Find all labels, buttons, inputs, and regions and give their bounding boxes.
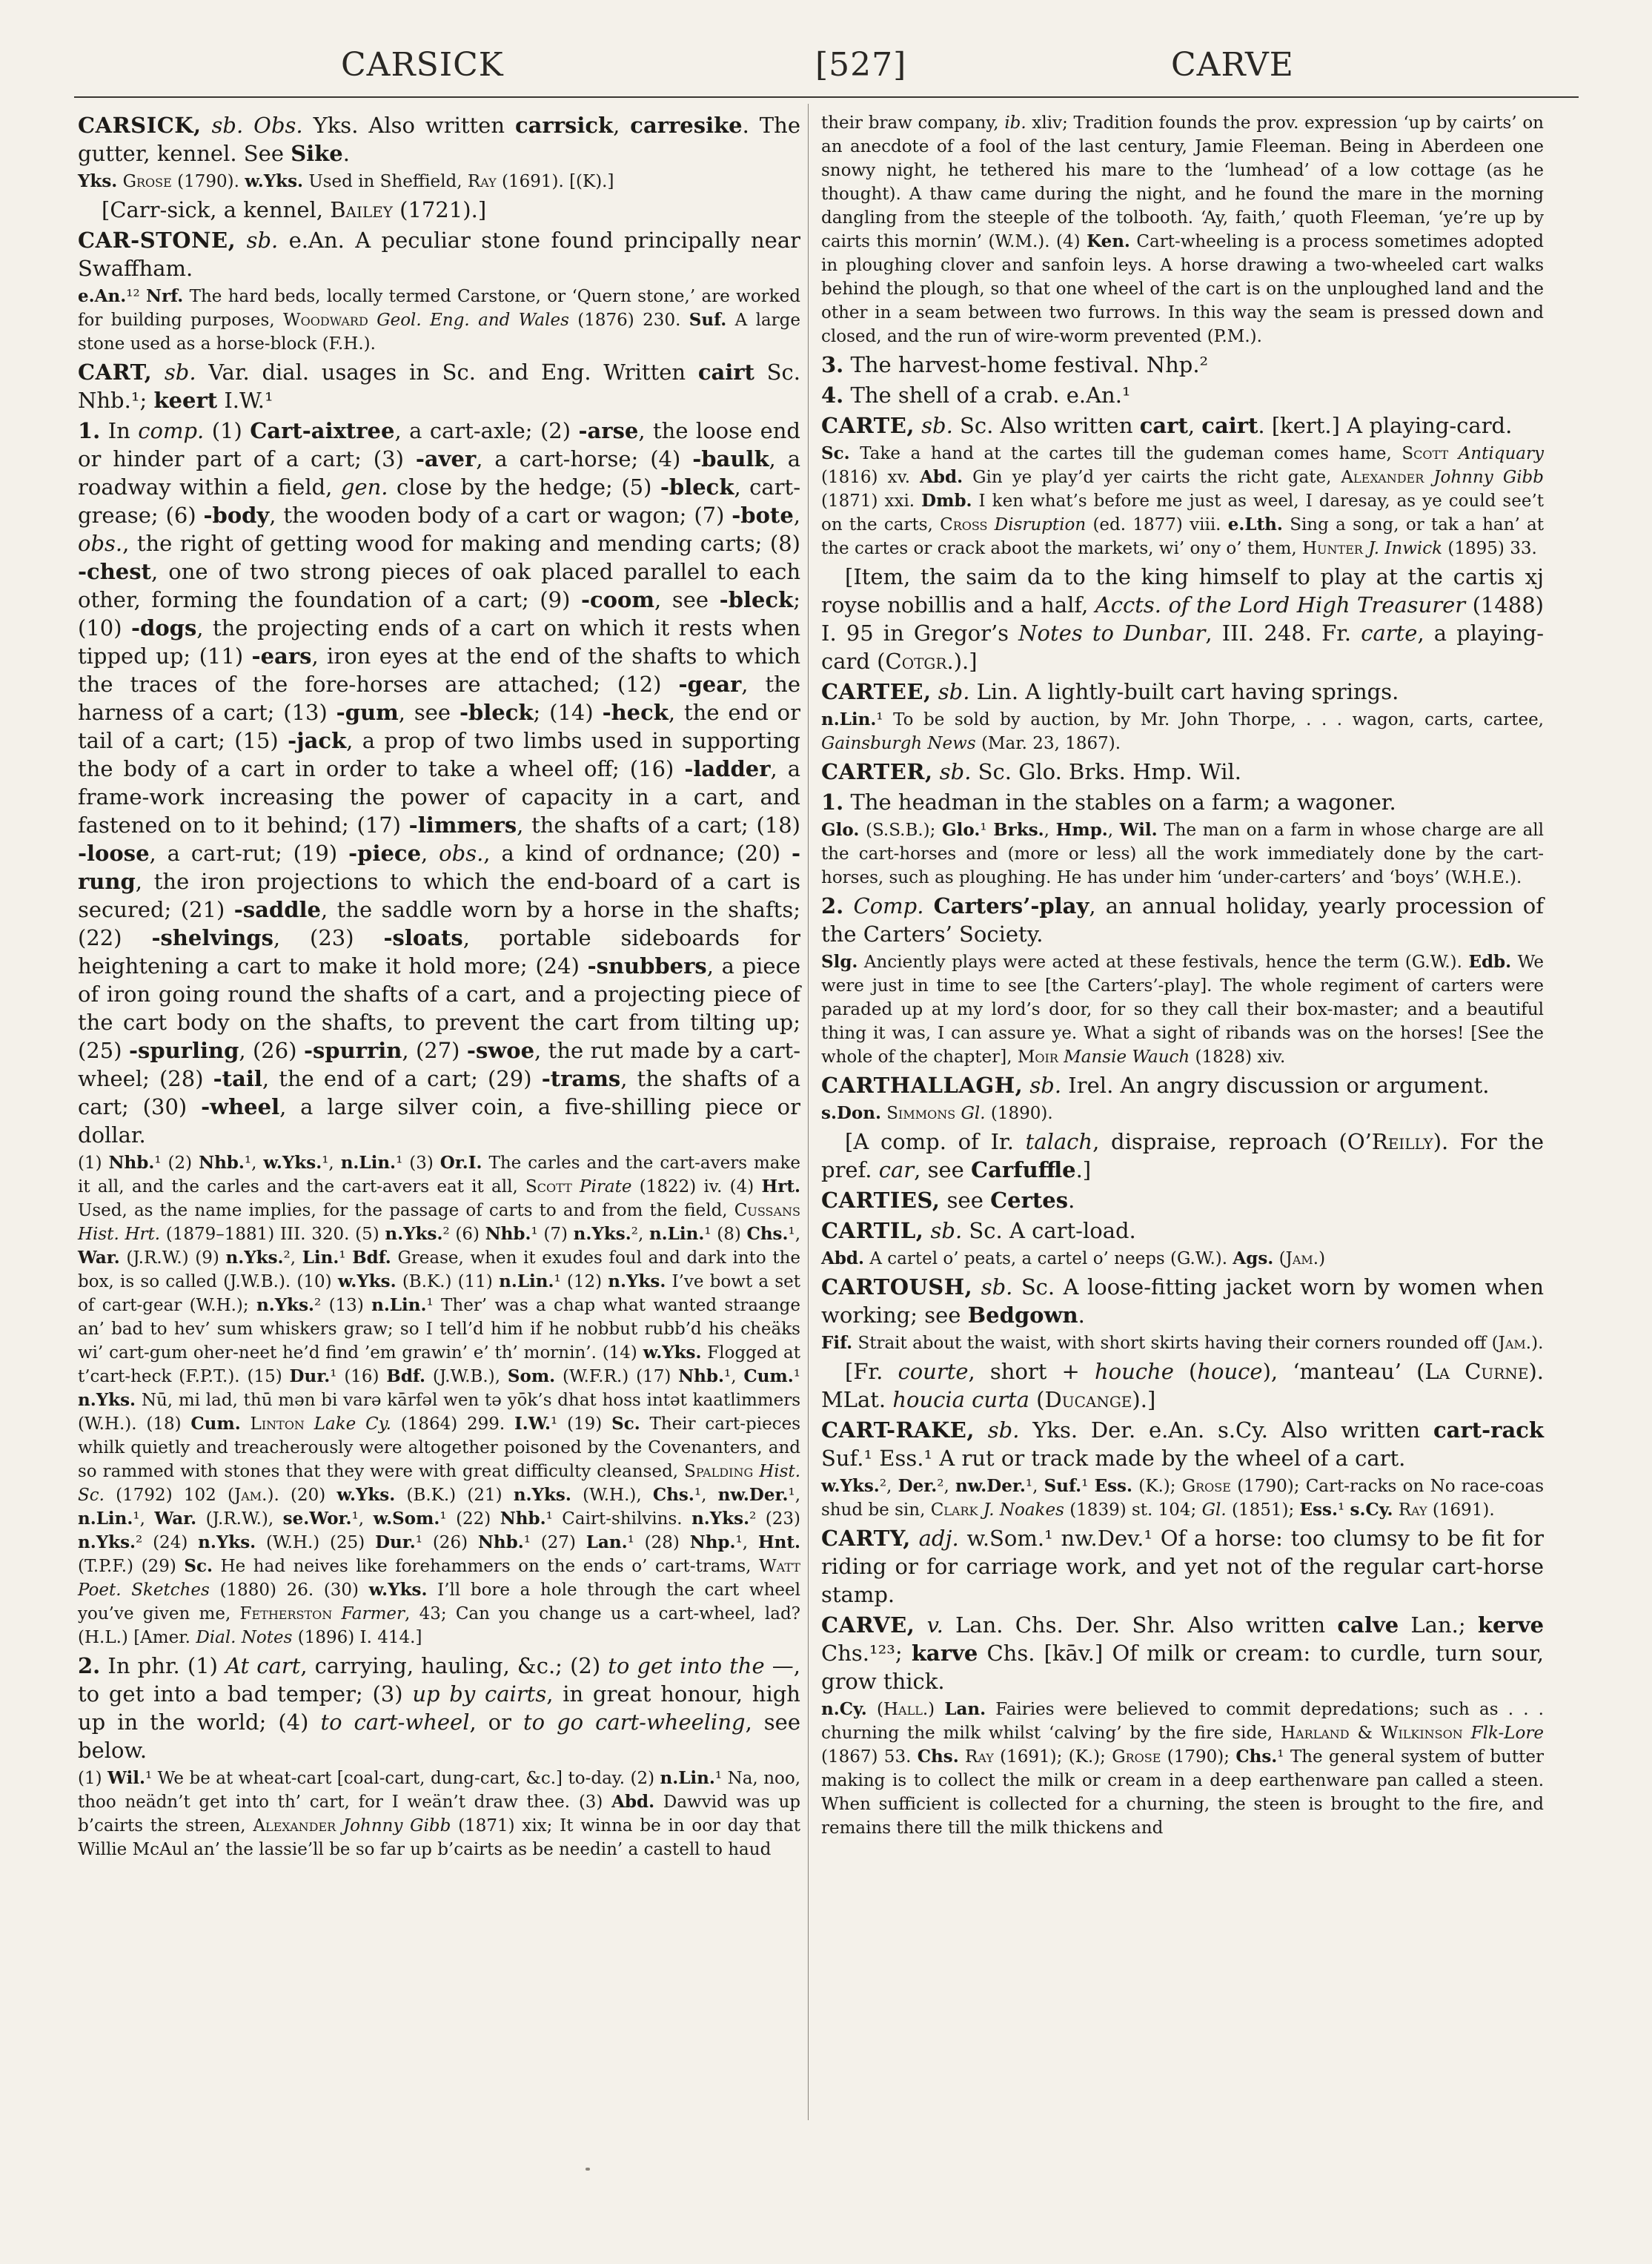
citation: Abd. A cartel o’ peats, a cartel o’ neeps (G.W.). Ags. (Jam.) bbox=[821, 1248, 1326, 1268]
citation: their braw company, ib. xliv; Tradition founds the prov. expression ‘up by cairts’ on an anecdote of a fool of the last century, Jamie Fleeman. Being in Aberdeen one snowy night, he tethered his mare to the ‘lumhead’ of a low cottage (as he thought). A thaw came during the night, and he found the mare in the morning dangling from the steeple of the tolbooth. ‘Ay, faith,’ quoth Fleeman, ‘ye’re up by cairts this mornin’ (W.M.). (4) Ken. Cart-wheeling is a process sometimes adopted in ploughing clover and sanfoin leys. A horse drawing a two-wheeled cart walks behind the plough, so that one wheel of the cart is on the unploughed land and the other in a seam between two furrows. In this way the seam is pressed down and closed, and the run of wire-worm prevented (P.M.). bbox=[821, 113, 1544, 346]
running-header bbox=[74, 46, 1579, 90]
citation: n.Lin.¹ To be sold by auction, by Mr. John Thorpe, . . . wagon, carts, cartee, Gainsburgh News (Mar. 23, 1867). bbox=[821, 709, 1544, 753]
sense-2: 2. Comp. Carters’-play, an annual holiday, yearly procession of the Carters’ Society. bbox=[821, 893, 1545, 947]
citation: Fif. Strait about the waist, with short skirts having their corners rounded off (Jam.). bbox=[821, 1333, 1544, 1353]
etymology: [Carr-sick, a kennel, Bailey (1721).] bbox=[102, 197, 487, 222]
page-number: [527] bbox=[815, 46, 907, 84]
etymology: [Fr. courte, short + houche (houce), ‘manteau’ (La Curne). MLat. houcia curta (Ducange).] bbox=[821, 1359, 1544, 1412]
entry-carsick: CARSICK, sb. Obs. Yks. Also written carrsick, carresike. The gutter, kennel. See Sike. bbox=[78, 113, 800, 166]
citation: (1) Wil.¹ We be at wheat-cart [coal-cart, dung-cart, &c.] to-day. (2) n.Lin.¹ Na, noo, thoo neädn’t get into th’ cart, for I weän’t draw thee. (3) Abd. Dawvid was up b’cairts the streen, Alexander Johnny Gibb (1871) xix; It winna be in oor day that Willie McAul an’ the lassie’ll be so far up b’cairts as be needin’ a castell to haud bbox=[78, 1768, 801, 1859]
header-rule bbox=[74, 96, 1579, 98]
sense-1: 1. The headman in the stables on a farm; a wagoner. bbox=[821, 790, 1396, 815]
citation: s.Don. Simmons Gl. (1890). bbox=[821, 1103, 1053, 1123]
sense-3: 3. The harvest-home festival. Nhp.² bbox=[821, 352, 1209, 377]
citation: (1) Nhb.¹ (2) Nhb.¹, w.Yks.¹, n.Lin.¹ (3) Or.I. The carles and the cart-avers make it all, and the carles and the cart-avers eat it all, Scott Pirate (1822) iv. (4) Hrt. Used, as the name implies, for the passage of carts to and from the field, Cussans Hist. Hrt. (1879–1881) III. 320. (5) n.Yks.² (6) Nhb.¹ (7) n.Yks.², n.Lin.¹ (8) Chs.¹, War. (J.R.W.) (9) n.Yks.², Lin.¹ Bdf. Grease, when it exudes foul and dark into the box, is so called (J.W.B.). (10) w.Yks. (B.K.) (11) n.Lin.¹ (12) n.Yks. I’ve bowt a set of cart-gear (W.H.); n.Yks.² (13) n.Lin.¹ Ther’ was a chap what wanted straange an’ bad to hev’ sum whiskers graw; so I tell’d him if he nobbut rubb’d his cheäks wi’ cart-gum oher-neet he’d find ’em grawin’ e’ th’ mornin’. (14) w.Yks. Flogged at t’cart-heck (F.P.T.). (15) Dur.¹ (16) Bdf. (J.W.B.), Som. (W.F.R.) (17) Nhb.¹, Cum.¹ n.Yks. Nū, mi lad, thū mən bi varə kārfəl wen tə yōk’s dhat hoss intət kaatlimmers (W.H.). (18) Cum. Linton Lake Cy. (1864) 299. I.W.¹ (19) Sc. Their cart-pieces whilk quietly and treacherously were altogether poisoned by the Covenanters, and so rammed with stones that they were with great difficulty cleansed, Spalding Hist. Sc. (1792) 102 (Jam.). (20) w.Yks. (B.K.) (21) n.Yks. (W.H.), Chs.¹, nw.Der.¹, n.Lin.¹, War. (J.R.W.), se.Wor.¹, w.Som.¹ (22) Nhb.¹ Cairt-shilvins. n.Yks.² (23) n.Yks.² (24) n.Yks. (W.H.) (25) Dur.¹ (26) Nhb.¹ (27) Lan.¹ (28) Nhp.¹, Hnt. (T.P.F.) (29) Sc. He had neives like forehammers on the ends o’ cart-trams, Watt Poet. Sketches (1880) 26. (30) w.Yks. I’ll bore a hole through the cart wheel you’ve given me, Fetherston Farmer, 43; Can you change us a cart-wheel, lad? (H.L.) [Amer. Dial. Notes (1896) I. 414.] bbox=[78, 1153, 801, 1647]
sense-1: 1. In comp. (1) Cart-aixtree, a cart-axle; (2) -arse, the loose end or hinder part of a cart; (3) -aver, a cart-horse; (4) -baulk, a roadway within a field, gen. close by the hedge; (5) -bleck, cart-grease; (6) -body, the wooden body of a cart or wagon; (7) -bote, obs., the right of getting wood for making and mending carts; (8) -chest, one of two strong pieces of oak placed parallel to each other, forming the foundation of a cart; (9) -coom, see -bleck; (10) -dogs, the projecting ends of a cart on which it rests when tipped up; (11) -ears, iron eyes at the end of the shafts to which the traces of the fore-horses are attached; (12) -gear, the harness of a cart; (13) -gum, see -bleck; (14) -heck, the end or tail of a cart; (15) -jack, a prop of two limbs used in supporting the body of a cart in order to take a wheel off; (16) -ladder, a frame-work increasing the power of capacity in a cart, and fastened on to it behind; (17) -limmers, the shafts of a cart; (18) -loose, a cart-rut; (19) -piece, obs., a kind of ordnance; (20) -rung, the iron projections to which the end-board of a cart is secured; (21) -saddle, the saddle worn by a horse in the shafts; (22) -shelvings, (23) -sloats, portable sideboards for heightening a cart to make it hold more; (24) -snubbers, a piece of iron going round the shafts of a cart, and a projecting piece of the cart body on the shafts, to prevent the cart from tilting up; (25) -spurling, (26) -spurrin, (27) -swoe, the rut made by a cart-wheel; (28) -tail, the end of a cart; (29) -trams, the shafts of a cart; (30) -wheel, a large silver coin, a five-shilling piece or dollar. bbox=[78, 418, 801, 1148]
entry-cartoush: CARTOUSH, sb. Sc. A loose-fitting jacket worn by women when working; see Bedgown. bbox=[821, 1274, 1544, 1328]
header-left-word: CARSICK bbox=[341, 46, 504, 84]
header-right-word: CARVE bbox=[1171, 46, 1294, 84]
etymology: [Item, the saim da to the king himself to play at the cartis xj royse nobillis and a half, Accts. of the Lord High Treasurer (1488) I. 95 in Gregor’s Notes to Dunbar, III. 248. Fr. carte, a playing-card (Cotgr.).] bbox=[821, 564, 1545, 674]
citation: w.Yks.², Der.², nw.Der.¹, Suf.¹ Ess. (K.); Grose (1790); Cart-racks on No race-coas shud be sin, Clark J. Noakes (1839) st. 104; Gl. (1851); Ess.¹ s.Cy. Ray (1691). bbox=[821, 1476, 1545, 1520]
citation: Yks. Grose (1790). w.Yks. Used in Sheffield, Ray (1691). [(K).] bbox=[78, 171, 614, 191]
sense-4: 4. The shell of a crab. e.An.¹ bbox=[821, 383, 1131, 408]
entry-carty: CARTY, adj. w.Som.¹ nw.Dev.¹ Of a horse: too clumsy to be fit for riding or for carriage work, and yet not of the regular cart-horse stamp. bbox=[821, 1526, 1544, 1607]
sense-2: 2. In phr. (1) At cart, carrying, hauling, &c.; (2) to get into the —, to get into a bad temper; (3) up by cairts, in great honour, high up in the world; (4) to cart-wheel, or to go cart-wheeling, see below. bbox=[78, 1653, 800, 1763]
left-column bbox=[78, 111, 800, 1864]
entry-cart: CART, sb. Var. dial. usages in Sc. and Eng. Written cairt Sc. Nhb.¹; keert I.W.¹ bbox=[78, 360, 800, 413]
citation: Sc. Take a hand at the cartes till the gudeman comes hame, Scott Antiquary (1816) xv. Abd. Gin ye play’d yer cairts the richt gate, Alexander Johnny Gibb (1871) xxi. Dmb. I ken what’s before me just as weel, I daresay, as ye could see’t on the carts, Cross Disruption (ed. 1877) viii. e.Lth. Sing a song, or tak a han’ at the cartes or crack aboot the markets, wi’ ony o’ them, Hunter J. Inwick (1895) 33. bbox=[821, 443, 1544, 558]
entry-cartee: CARTEE, sb. Lin. A lightly-built cart having springs. bbox=[821, 679, 1399, 704]
entry-carter: CARTER, sb. Sc. Glo. Brks. Hmp. Wil. bbox=[821, 759, 1241, 784]
entry-carties: CARTIES, see Certes. bbox=[821, 1188, 1075, 1213]
citation: n.Cy. (Hall.) Lan. Fairies were believed to commit depredations; such as . . . churning the milk whilst ‘calving’ by the fire side, Harland & Wilkinson Flk-Lore (1867) 53. Chs. Ray (1691); (K.); Grose (1790); Chs.¹ The general system of butter making is to collect the milk or cream in a deep earthenware pan called a steen. When sufficient is collected for a churning, the steen is brought to the fire, and remains there till the milk thickens and bbox=[821, 1699, 1544, 1838]
entry-cartil: CARTIL, sb. Sc. A cart-load. bbox=[821, 1218, 1136, 1243]
etymology: [A comp. of Ir. talach, dispraise, reproach (O’Reilly). For the pref. car, see Carfuffle.] bbox=[821, 1129, 1545, 1182]
column-divider bbox=[808, 104, 809, 2120]
right-column bbox=[821, 111, 1544, 1842]
entry-carve: CARVE, v. Lan. Chs. Der. Shr. Also written calve Lan.; kerve Chs.¹²³; karve Chs. [kāv.] Of milk or cream: to curdle, turn sour, grow thick. bbox=[821, 1612, 1545, 1694]
entry-car-stone: CAR-STONE, sb. e.An. A peculiar stone found principally near Swaffham. bbox=[78, 228, 800, 281]
citation: e.An.¹² Nrf. The hard beds, locally termed Carstone, or ‘Quern stone,’ are worked for building purposes, Woodward Geol. Eng. and Wales (1876) 230. Suf. A large stone used as a horse-block (F.H.). bbox=[78, 286, 800, 354]
entry-carthallagh: CARTHALLAGH, sb. Irel. An angry discussion or argument. bbox=[821, 1073, 1490, 1098]
paper-speck bbox=[586, 2168, 590, 2171]
citation: Glo. (S.S.B.); Glo.¹ Brks., Hmp., Wil. The man on a farm in whose charge are all the cart-horses and (more or less) all the work immediately done by the cart-horses, such as ploughing. He has under him ‘under-carters’ and ‘boys’ (W.H.E.). bbox=[821, 820, 1544, 887]
citation: Slg. Anciently plays were acted at these festivals, hence the term (G.W.). Edb. We were just in time to see [the Carters’-play]. The whole regiment of carters were paraded up at my lord’s door, for so they call their box-master; and a beautiful thing it was, I can assure ye. What a sight of ribands was on the horses! [See the whole of the chapter], Moir Mansie Wauch (1828) xiv. bbox=[821, 952, 1545, 1067]
entry-cart-rake: CART-RAKE, sb. Yks. Der. e.An. s.Cy. Also written cart-rack Suf.¹ Ess.¹ A rut or track made by the wheel of a cart. bbox=[821, 1417, 1544, 1471]
entry-carte: CARTE, sb. Sc. Also written cart, cairt. [kert.] A playing-card. bbox=[821, 413, 1513, 438]
